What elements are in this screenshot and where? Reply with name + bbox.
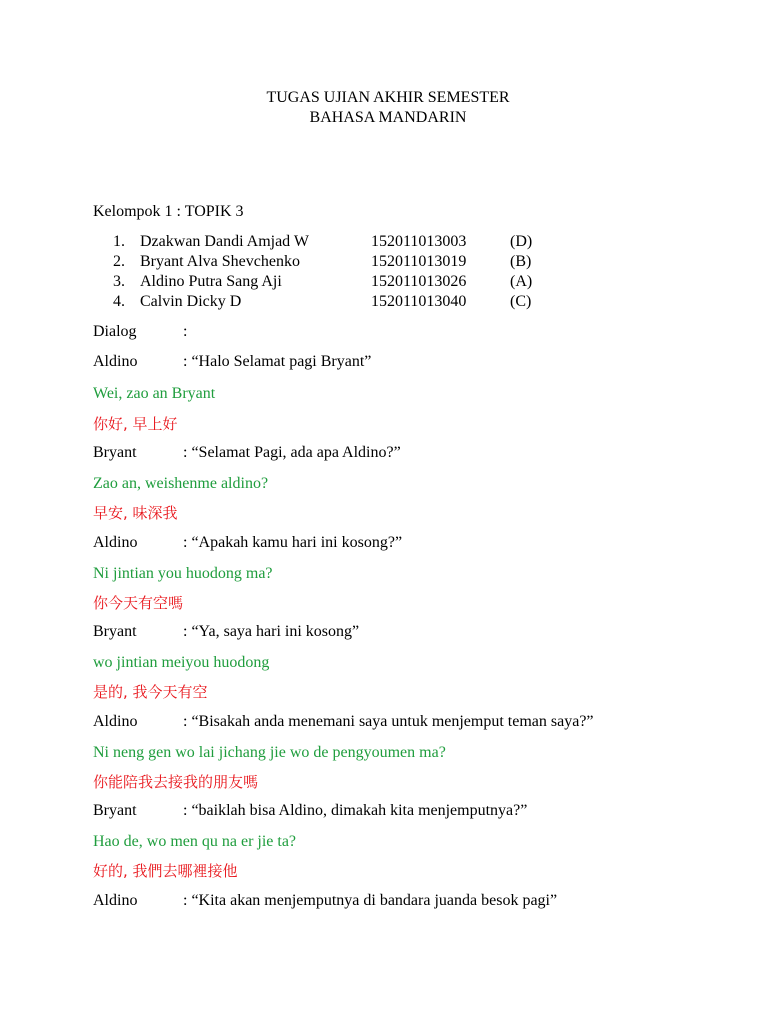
speaker-name: Aldino <box>93 892 138 909</box>
dialog-text: : “Halo Selamat pagi Bryant” <box>183 353 372 370</box>
member-nim: 152011013019 <box>371 253 467 270</box>
dialog-line <box>93 443 401 463</box>
member-name: Calvin Dicky D <box>140 293 242 310</box>
document-title-line2: BAHASA MANDARIN <box>309 109 467 126</box>
dialog-text: : “Kita akan menjemputnya di bandara juanda besok pagi” <box>183 892 558 909</box>
dialog-colon: : <box>183 323 188 340</box>
speaker-name: Bryant <box>93 802 137 819</box>
dialog-text: : “Bisakah anda menemani saya untuk menjemput teman saya?” <box>183 713 594 730</box>
hanzi-line: 你能陪我去接我的朋友嗎 <box>93 773 259 791</box>
dialog-label-row <box>93 322 187 342</box>
hanzi-line: 好的, 我們去哪裡接他 <box>93 862 238 880</box>
member-name: Aldino Putra Sang Aji <box>140 273 282 290</box>
member-nim: 152011013026 <box>371 273 467 290</box>
member-class: (C) <box>510 293 532 310</box>
speaker-name: Aldino <box>93 534 138 551</box>
hanzi-line: 早安, 味深我 <box>93 504 178 522</box>
member-number: 1. <box>113 233 125 250</box>
hanzi-line: 你今天有空嗎 <box>93 594 184 612</box>
dialog-line <box>93 712 594 732</box>
pinyin-line: wo jintian meiyou huodong <box>93 654 270 671</box>
hanzi-line: 是的, 我今天有空 <box>93 683 208 701</box>
dialog-text: : “Ya, saya hari ini kosong” <box>183 623 360 640</box>
member-number: 4. <box>113 293 125 310</box>
member-nim: 152011013040 <box>371 293 467 310</box>
hanzi-line: 你好, 早上好 <box>93 415 178 433</box>
member-name: Bryant Alva Shevchenko <box>140 253 300 270</box>
member-name: Dzakwan Dandi Amjad W <box>140 233 309 250</box>
dialog-line <box>93 801 527 821</box>
dialog-text: : “Apakah kamu hari ini kosong?” <box>183 534 403 551</box>
dialog-text: : “Selamat Pagi, ada apa Aldino?” <box>183 444 401 461</box>
group-heading: Kelompok 1 : TOPIK 3 <box>93 203 244 220</box>
member-class: (D) <box>510 233 533 250</box>
pinyin-line: Ni jintian you huodong ma? <box>93 565 273 582</box>
member-class: (B) <box>510 253 532 270</box>
member-nim: 152011013003 <box>371 233 467 250</box>
speaker-name: Aldino <box>93 353 138 370</box>
speaker-name: Bryant <box>93 623 137 640</box>
dialog-line <box>93 533 402 553</box>
speaker-name: Aldino <box>93 713 138 730</box>
member-number: 2. <box>113 253 125 270</box>
document-title-line1: TUGAS UJIAN AKHIR SEMESTER <box>266 89 510 106</box>
member-number: 3. <box>113 273 125 290</box>
dialog-line <box>93 622 359 642</box>
speaker-name: Bryant <box>93 444 137 461</box>
dialog-line <box>93 352 371 372</box>
pinyin-line: Ni neng gen wo lai jichang jie wo de pengyoumen ma? <box>93 744 446 761</box>
pinyin-line: Wei, zao an Bryant <box>93 385 216 402</box>
dialog-line <box>93 891 557 911</box>
member-class: (A) <box>510 273 533 290</box>
dialog-text: : “baiklah bisa Aldino, dimakah kita menjemputnya?” <box>183 802 528 819</box>
pinyin-line: Zao an, weishenme aldino? <box>93 475 269 492</box>
pinyin-line: Hao de, wo men qu na er jie ta? <box>93 833 297 850</box>
dialog-label: Dialog <box>93 323 137 340</box>
